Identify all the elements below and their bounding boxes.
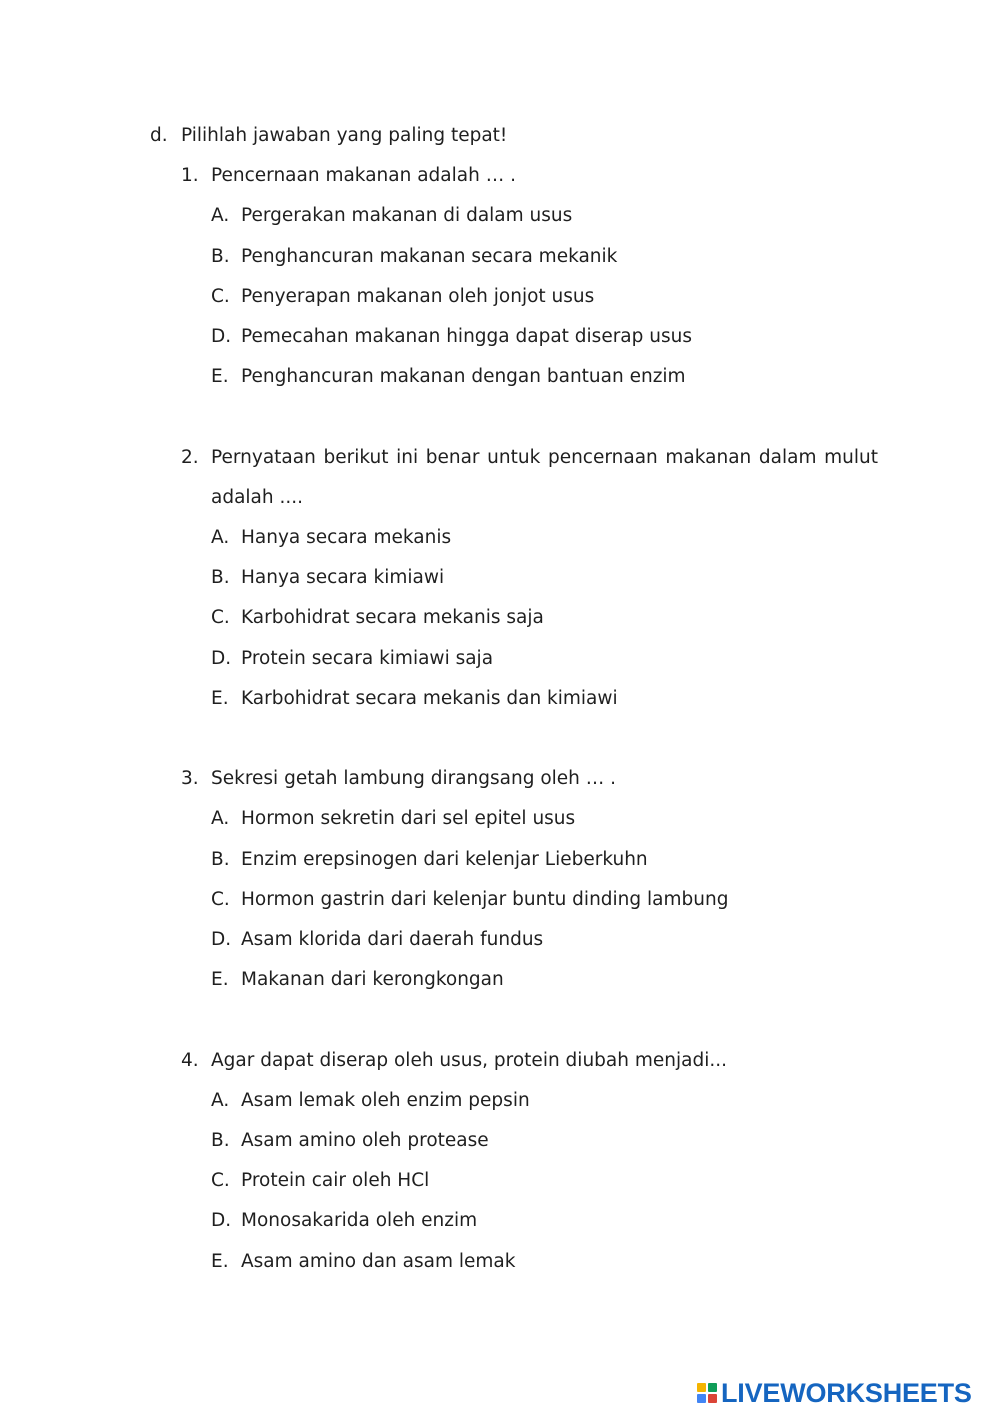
option-text: Hanya secara kimiawi: [241, 567, 445, 589]
option-c[interactable]: [211, 880, 878, 920]
logo-text: LIVEWORKSHEETS: [721, 1378, 972, 1408]
option-letter: E.: [211, 366, 229, 388]
option-b[interactable]: [211, 237, 878, 277]
question-1: [181, 156, 878, 397]
option-d[interactable]: [211, 317, 878, 357]
option-text: Asam klorida dari daerah fundus: [241, 929, 544, 951]
option-text: Makanan dari kerongkongan: [241, 969, 504, 991]
option-b[interactable]: [211, 1121, 878, 1161]
question-section: [150, 116, 878, 1282]
option-text: Monosakarida oleh enzim: [241, 1210, 478, 1232]
option-text: Hanya secara mekanis: [241, 527, 452, 549]
option-letter: C.: [211, 1170, 230, 1192]
option-c[interactable]: [211, 277, 878, 317]
logo-block-4: [708, 1394, 717, 1403]
option-text: Hormon gastrin dari kelenjar buntu dinding lambung: [241, 888, 729, 910]
section-instruction: Pilihlah jawaban yang paling tepat!: [181, 125, 508, 146]
question-text: Sekresi getah lambung dirangsang oleh … .: [211, 768, 617, 790]
question-text: Agar dapat diserap oleh usus, protein diubah menjadi...: [211, 1049, 727, 1071]
option-letter: E.: [211, 969, 229, 991]
option-text: Penghancuran makanan dengan bantuan enzim: [241, 366, 686, 388]
option-letter: A.: [211, 808, 230, 830]
option-a[interactable]: [211, 196, 878, 236]
option-a[interactable]: [211, 799, 878, 839]
question-text: Pencernaan makanan adalah … .: [211, 165, 516, 187]
question-2: [181, 438, 878, 719]
option-e[interactable]: [211, 679, 878, 719]
option-letter: C.: [211, 285, 230, 307]
question-4: [181, 1041, 878, 1282]
spacer: [150, 397, 878, 437]
option-d[interactable]: [211, 639, 878, 679]
option-letter: B.: [211, 848, 230, 870]
option-text: Asam amino oleh protease: [241, 1130, 489, 1152]
logo-block-2: [708, 1383, 717, 1392]
spacer: [150, 1000, 878, 1040]
question-text: Pernyataan berikut ini benar untuk pencernaan makanan dalam mulut adalah ....: [211, 446, 878, 508]
section-heading: [150, 116, 878, 156]
spacer: [150, 719, 878, 759]
option-a[interactable]: [211, 1081, 878, 1121]
question-number: 3.: [181, 768, 199, 790]
option-letter: D.: [211, 1210, 232, 1232]
question-number: 2.: [181, 446, 199, 468]
option-text: Hormon sekretin dari sel epitel usus: [241, 808, 576, 830]
option-letter: D.: [211, 647, 232, 669]
option-letter: B.: [211, 245, 230, 267]
question-number: 4.: [181, 1049, 199, 1071]
option-d[interactable]: [211, 920, 878, 960]
logo-block-1: [697, 1383, 706, 1392]
liveworksheets-logo: [697, 1378, 972, 1408]
option-letter: D.: [211, 326, 232, 348]
option-text: Karbohidrat secara mekanis saja: [241, 607, 544, 629]
option-text: Protein cair oleh HCl: [241, 1170, 430, 1192]
option-text: Asam lemak oleh enzim pepsin: [241, 1089, 530, 1111]
question-3: [181, 759, 878, 1000]
option-letter: C.: [211, 607, 230, 629]
option-letter: A.: [211, 205, 230, 227]
option-b[interactable]: [211, 558, 878, 598]
option-b[interactable]: [211, 840, 878, 880]
option-text: Asam amino dan asam lemak: [241, 1250, 516, 1272]
section-marker: d.: [150, 125, 168, 146]
option-c[interactable]: [211, 1161, 878, 1201]
option-d[interactable]: [211, 1201, 878, 1241]
option-text: Karbohidrat secara mekanis dan kimiawi: [241, 687, 618, 709]
option-e[interactable]: [211, 960, 878, 1000]
option-text: Pergerakan makanan di dalam usus: [241, 205, 573, 227]
option-e[interactable]: [211, 357, 878, 397]
logo-blocks-icon: [697, 1383, 717, 1403]
option-letter: C.: [211, 888, 230, 910]
option-letter: B.: [211, 567, 230, 589]
options-list: [211, 1081, 878, 1282]
question-number: 1.: [181, 165, 199, 187]
option-letter: E.: [211, 1250, 229, 1272]
option-text: Pemecahan makanan hingga dapat diserap usus: [241, 326, 692, 348]
option-letter: B.: [211, 1130, 230, 1152]
option-text: Penghancuran makanan secara mekanik: [241, 245, 618, 267]
option-letter: D.: [211, 929, 232, 951]
option-letter: A.: [211, 527, 230, 549]
option-a[interactable]: [211, 518, 878, 558]
option-c[interactable]: [211, 598, 878, 638]
option-text: Enzim erepsinogen dari kelenjar Lieberkuhn: [241, 848, 648, 870]
logo-block-3: [697, 1394, 706, 1403]
options-list: [211, 196, 878, 397]
option-text: Penyerapan makanan oleh jonjot usus: [241, 285, 595, 307]
option-text: Protein secara kimiawi saja: [241, 647, 494, 669]
option-letter: A.: [211, 1089, 230, 1111]
option-e[interactable]: [211, 1242, 878, 1282]
options-list: [211, 799, 878, 1000]
option-letter: E.: [211, 687, 229, 709]
options-list: [211, 518, 878, 719]
